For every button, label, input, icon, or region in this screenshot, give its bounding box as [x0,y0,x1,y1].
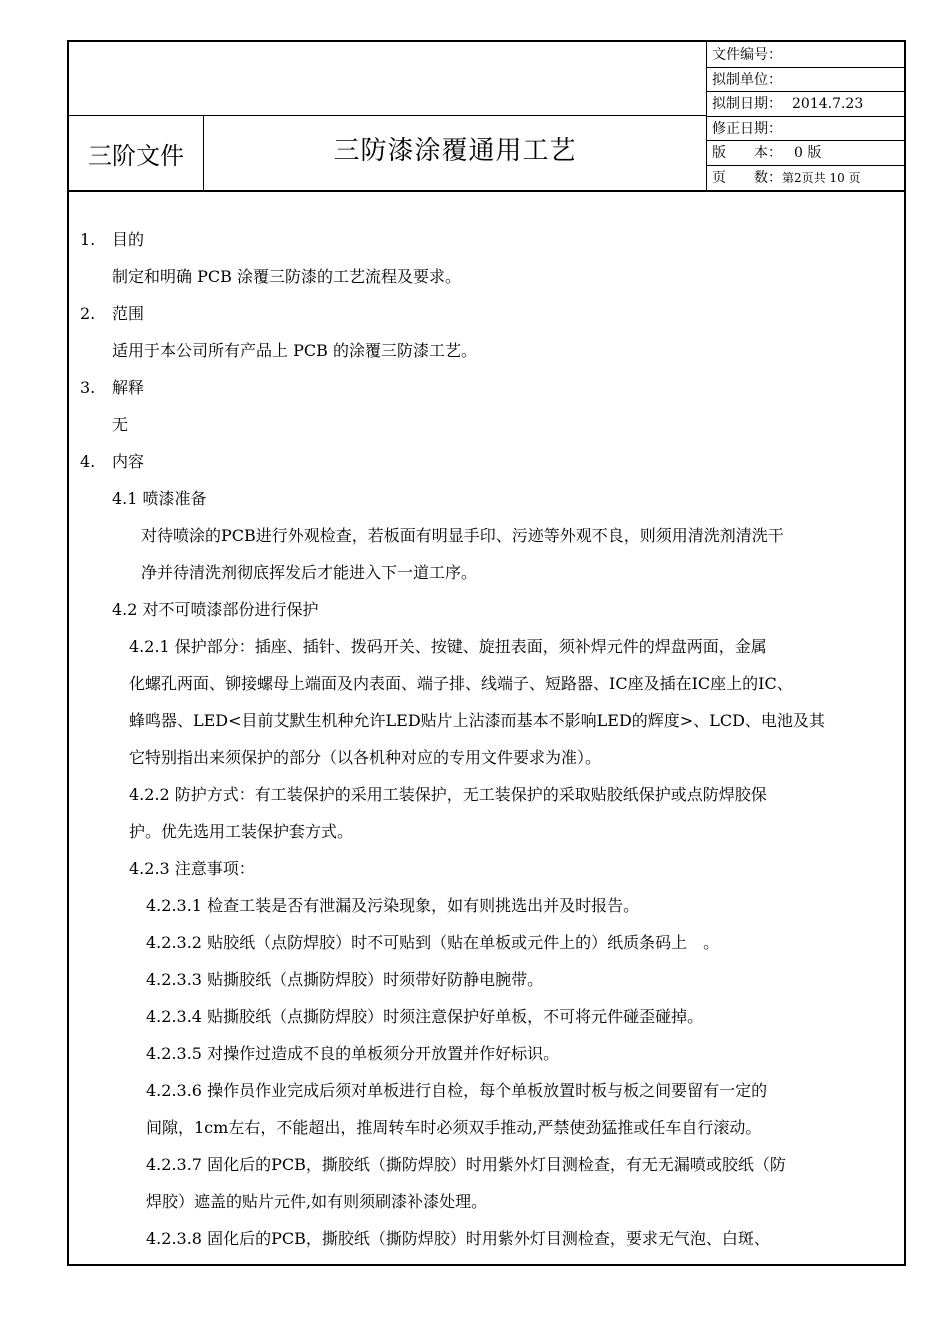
meta-value: 第2页共 10 页 [782,171,861,185]
paragraph-line: 净并待清洗剂彻底挥发后才能进入下一道工序。 [141,563,478,582]
section-number: 3. [80,378,96,397]
section-title: 解释 [112,378,145,397]
paragraph-line: 4.2.2 防护方式：有工装保护的采用工装保护，无工装保护的采取贴胶纸保护或点防焊胶保 [129,785,767,804]
document-level: 三阶文件 [88,141,184,170]
meta-label: 拟制单位： [712,72,782,88]
section-number: 4. [80,452,96,471]
paragraph-line: 对待喷涂的PCB进行外观检查，若板面有明显手印、污迹等外观不良，则须用清洗剂清洗干 [141,526,784,545]
list-item: 4.2.3.8 固化后的PCB，撕胶纸（撕防焊胶）时用紫外灯目测检查，要求无气泡、白斑、 [146,1229,770,1248]
meta-prepared-date [712,92,902,116]
list-item-continuation: 焊胶）遮盖的贴片元件,如有则须刷漆补漆处理。 [146,1192,488,1211]
list-item: 4.2.3.5 对操作过造成不良的单板须分开放置并作好标识。 [146,1044,560,1063]
document-header [69,42,904,192]
document-frame [67,40,906,1266]
meta-label: 拟制日期： [712,96,782,112]
paragraph-line: 它特别指出来须保护的部分（以各机种对应的专用文件要求为准）。 [129,748,602,767]
meta-label: 页 数： [712,170,782,186]
meta-label: 文件编号： [712,47,782,63]
paragraph-line: 护。优先选用工装保护套方式。 [129,822,354,841]
meta-page-count [712,166,902,190]
meta-value: 2014.7.23 [792,96,864,112]
section-number: 2. [80,304,96,323]
list-item: 4.2.3.2 贴胶纸（点防焊胶）时不可贴到（贴在单板或元件上的）纸质条码上 。 [146,933,720,952]
section-title: 范围 [112,304,145,323]
meta-file-number [712,43,902,67]
subsection-title: 4.2 对不可喷漆部份进行保护 [112,600,319,619]
document-title: 三防漆涂覆通用工艺 [333,135,577,166]
list-item: 4.2.3.7 固化后的PCB，撕胶纸（撕防焊胶）时用紫外灯目测检查，有无无漏喷或胶纸（防 [146,1155,786,1174]
section-title: 内容 [112,452,145,471]
paragraph: 适用于本公司所有产品上 PCB 的涂覆三防漆工艺。 [112,341,477,360]
subsection-title: 4.2.3 注意事项： [129,859,255,878]
paragraph: 制定和明确 PCB 涂覆三防漆的工艺流程及要求。 [112,267,461,286]
list-item: 4.2.3.1 检查工装是否有泄漏及污染现象，如有则挑选出并及时报告。 [146,896,640,915]
section-title: 目的 [112,230,145,249]
meta-label: 修正日期： [712,121,782,137]
list-item: 4.2.3.4 贴撕胶纸（点撕防焊胶）时须注意保护好单板，不可将元件碰歪碰掉。 [146,1007,704,1026]
meta-revision-date [712,117,902,141]
list-item-continuation: 间隙，1cm左右，不能超出，推周转车时必须双手推动,严禁使劲猛推或任车自行滚动。 [146,1118,762,1137]
meta-version [712,141,902,165]
paragraph-line: 化螺孔两面、铆接螺母上端面及内表面、端子排、线端子、短路器、IC座及插在IC座上的IC、 [129,674,793,693]
list-item: 4.2.3.6 操作员作业完成后须对单板进行自检，每个单板放置时板与板之间要留有一定的 [146,1081,768,1100]
list-item: 4.2.3.3 贴撕胶纸（点撕防焊胶）时须带好防静电腕带。 [146,970,544,989]
paragraph-line: 4.2.1 保护部分：插座、插针、拨码开关、按键、旋扭表面，须补焊元件的焊盘两面，金属 [129,637,767,656]
section-number: 1. [80,230,96,249]
meta-label: 版 本： [712,145,782,161]
paragraph: 无 [112,415,129,434]
paragraph-line: 蜂鸣器、LED<目前艾默生机种允许LED贴片上沾漆而基本不影响LED的辉度>、LCD、电池及其 [129,711,825,730]
meta-prepared-unit [712,68,902,92]
subsection-title: 4.1 喷漆准备 [112,489,207,508]
meta-value: 0 版 [794,145,822,161]
